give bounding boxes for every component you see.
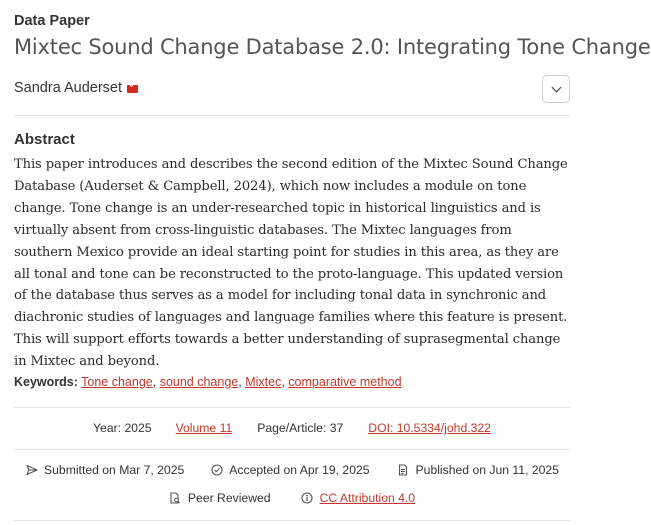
publication-info bbox=[14, 421, 570, 435]
mail-icon[interactable] bbox=[127, 85, 138, 93]
divider bbox=[14, 449, 570, 450]
chevron-down-icon bbox=[551, 82, 561, 92]
article-type: Data Paper bbox=[14, 13, 90, 29]
author-name[interactable]: Sandra Auderset bbox=[14, 80, 123, 96]
volume-link[interactable]: Volume 11 bbox=[175, 421, 233, 435]
expand-details-button[interactable] bbox=[542, 75, 570, 103]
article-title: Mixtec Sound Change Database 2.0: Integrating Tone Change bbox=[14, 35, 651, 59]
keyword-link[interactable]: Tone change bbox=[81, 375, 153, 389]
creative-commons-icon bbox=[301, 492, 314, 505]
peer-reviewed-text: Peer Reviewed bbox=[187, 491, 271, 505]
dates-row bbox=[14, 463, 570, 477]
published-date bbox=[397, 463, 559, 477]
review-document-icon bbox=[169, 492, 182, 505]
keywords-label: Keywords: bbox=[14, 375, 78, 389]
divider bbox=[14, 520, 570, 521]
peer-reviewed bbox=[169, 491, 271, 505]
abstract-heading: Abstract bbox=[14, 131, 75, 148]
send-icon bbox=[25, 464, 38, 477]
check-circle-icon bbox=[210, 464, 223, 477]
submitted-date bbox=[25, 463, 184, 477]
divider bbox=[14, 407, 570, 408]
keyword-link[interactable]: Mixtec bbox=[245, 375, 282, 389]
keywords: Keywords: Tone change, sound change, Mixtec, comparative method bbox=[14, 375, 402, 389]
doi-link[interactable]: DOI: 10.5334/johd.322 bbox=[368, 421, 491, 435]
accepted-text: Accepted on Apr 19, 2025 bbox=[229, 463, 370, 477]
license bbox=[301, 491, 416, 505]
license-link[interactable]: CC Attribution 4.0 bbox=[319, 491, 416, 505]
divider bbox=[14, 115, 570, 116]
year: Year: 2025 bbox=[93, 421, 152, 435]
page-article: Page/Article: 37 bbox=[257, 421, 344, 435]
document-icon bbox=[397, 464, 410, 477]
status-row bbox=[14, 491, 570, 505]
keyword-link[interactable]: comparative method bbox=[288, 375, 402, 389]
abstract-text: This paper introduces and describes the second edition of the Mixtec Sound Change Database (Auderset & Campbell, 2024), which now includes a module on tone change. Tone change is an under-researched topic in historical linguistics and is virtually absent from cross-linguistic databases. The Mixtec languages from southern Mexico provide an ideal starting point for studies in this area, as they are all tonal and tone can be reconstructed to the proto-language. This updated version of the database thus serves as a model for including tonal data in synchronic and diachronic studies of languages and language families where this feature is present. This will support efforts towards a better understanding of suprasegmental change in Mixtec and beyond. bbox=[14, 157, 568, 370]
submitted-text: Submitted on Mar 7, 2025 bbox=[44, 463, 185, 477]
accepted-date bbox=[210, 463, 369, 477]
keyword-link[interactable]: sound change bbox=[159, 375, 239, 389]
author-row bbox=[14, 80, 138, 96]
published-text: Published on Jun 11, 2025 bbox=[415, 463, 559, 477]
